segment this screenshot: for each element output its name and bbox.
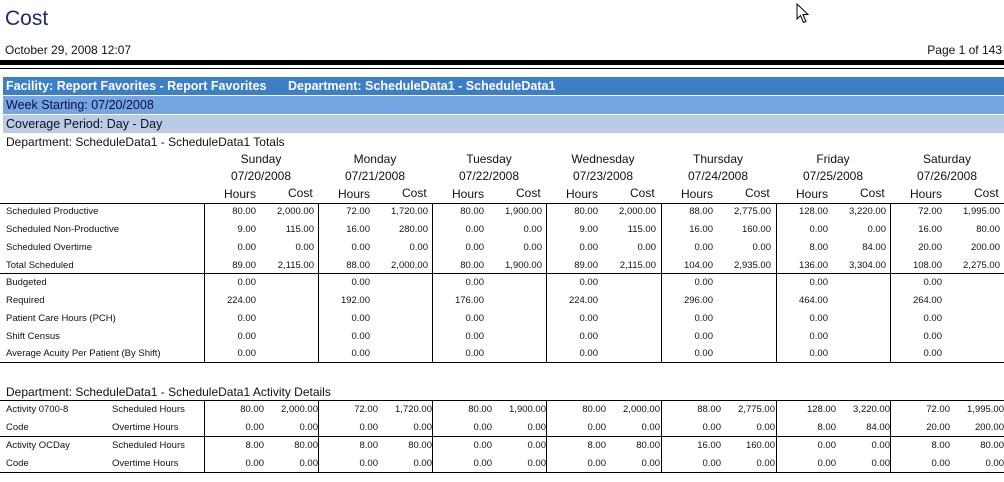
day-date: 07/20/2008: [230, 169, 292, 183]
value-cell: 0.00: [245, 422, 264, 433]
value-cell: 2,000.00: [277, 206, 314, 217]
value-cell: 0.00: [923, 313, 942, 324]
value-cell: 80.00: [232, 206, 256, 217]
value-cell: 224.00: [568, 295, 598, 306]
value-cell: 160.00: [745, 440, 775, 451]
value-cell: 2,935.00: [734, 260, 771, 271]
value-cell: 8.00: [587, 440, 606, 451]
row-label: Scheduled Productive: [6, 206, 99, 217]
grid-line: [0, 273, 1004, 274]
row-label: Patient Care Hours (PCH): [6, 313, 116, 324]
value-cell: 1,900.00: [505, 260, 542, 271]
value-cell: 128.00: [806, 404, 836, 415]
activity-hours-type: Overtime Hours: [112, 458, 179, 469]
value-cell: 0.00: [523, 224, 542, 235]
value-cell: 0.00: [923, 348, 942, 359]
row-label: Total Scheduled: [6, 260, 74, 271]
report-title: Cost: [5, 7, 49, 30]
report-datetime: October 29, 2008 12:07: [5, 43, 132, 57]
value-cell: 80.00: [636, 440, 660, 451]
grid-line: [432, 400, 433, 472]
grid-line: [546, 203, 547, 363]
grid-line: [890, 400, 891, 472]
day-date: 07/23/2008: [572, 169, 634, 183]
hours-header: Hours: [796, 187, 829, 201]
grid-line: [546, 400, 547, 472]
value-cell: 8.00: [809, 242, 828, 253]
activity-hours-type: Scheduled Hours: [112, 440, 185, 451]
activity-name: Code: [6, 422, 29, 433]
value-cell: 2,115.00: [277, 260, 314, 271]
value-cell: 264.00: [912, 295, 942, 306]
value-cell: 0.00: [359, 458, 378, 469]
value-cell: 16.00: [689, 224, 713, 235]
value-cell: 84.00: [862, 242, 886, 253]
value-cell: 80.00: [574, 206, 598, 217]
facility-label: Facility: Report Favorites - Report Favorites: [6, 79, 267, 93]
grid-line: [0, 472, 1004, 473]
value-cell: 192.00: [340, 295, 370, 306]
grid-line: [776, 400, 777, 472]
value-cell: 72.00: [926, 404, 950, 415]
value-cell: 0.00: [527, 440, 546, 451]
grid-line: [318, 418, 319, 436]
value-cell: 0.00: [237, 313, 256, 324]
day-date: 07/21/2008: [344, 169, 406, 183]
value-cell: 0.00: [871, 440, 890, 451]
activity-name: Activity OCDay: [6, 440, 70, 451]
cost-header: Cost: [630, 186, 655, 200]
activity-name: Code: [6, 458, 29, 469]
value-cell: 0.00: [351, 242, 370, 253]
value-cell: 8.00: [817, 422, 836, 433]
value-cell: 0.00: [871, 458, 890, 469]
value-cell: 0.00: [465, 242, 484, 253]
value-cell: 0.00: [527, 458, 546, 469]
value-cell: 3,220.00: [853, 404, 890, 415]
grid-line: [890, 203, 891, 363]
value-cell: 0.00: [587, 458, 606, 469]
day-name: Sunday: [240, 152, 282, 166]
grid-line: [661, 203, 662, 363]
value-cell: 0.00: [299, 422, 318, 433]
value-cell: 0.00: [923, 277, 942, 288]
value-cell: 128.00: [798, 206, 828, 217]
row-label: Required: [6, 295, 45, 306]
hours-header: Hours: [452, 187, 485, 201]
grid-line: [0, 362, 1004, 363]
value-cell: 0.00: [923, 331, 942, 342]
value-cell: 20.00: [926, 422, 950, 433]
value-cell: 104.00: [683, 260, 713, 271]
value-cell: 0.00: [641, 422, 660, 433]
value-cell: 3,304.00: [849, 260, 886, 271]
row-label: Scheduled Non-Productive: [6, 224, 120, 235]
value-cell: 0.00: [752, 242, 771, 253]
value-cell: 0.00: [465, 348, 484, 359]
value-cell: 80.00: [976, 224, 1000, 235]
value-cell: 136.00: [798, 260, 828, 271]
value-cell: 0.00: [295, 242, 314, 253]
value-cell: 0.00: [756, 422, 775, 433]
value-cell: 80.00: [408, 440, 432, 451]
page-indicator: Page 1 of 143: [927, 43, 1002, 57]
value-cell: 0.00: [579, 313, 598, 324]
value-cell: 0.00: [351, 331, 370, 342]
value-cell: 115.00: [627, 224, 656, 235]
value-cell: 0.00: [409, 242, 428, 253]
value-cell: 0.00: [579, 277, 598, 288]
grid-line: [204, 400, 205, 472]
value-cell: 9.00: [579, 224, 598, 235]
value-cell: 2,000.00: [391, 260, 428, 271]
activity-section-title: Department: ScheduleData1 - ScheduleData1 Activity Details: [6, 385, 331, 399]
value-cell: 8.00: [245, 440, 264, 451]
value-cell: 200.00: [970, 242, 1000, 253]
value-cell: 200.00: [974, 422, 1004, 433]
value-cell: 224.00: [226, 295, 256, 306]
value-cell: 0.00: [694, 242, 713, 253]
value-cell: 88.00: [697, 404, 721, 415]
value-cell: 0.00: [359, 422, 378, 433]
value-cell: 0.00: [702, 458, 721, 469]
value-cell: 72.00: [918, 206, 942, 217]
activity-hours-type: Scheduled Hours: [112, 404, 185, 415]
value-cell: 89.00: [232, 260, 256, 271]
value-cell: 1,900.00: [509, 404, 546, 415]
value-cell: 89.00: [574, 260, 598, 271]
value-cell: 0.00: [809, 277, 828, 288]
facility-band: [3, 77, 1004, 95]
value-cell: 88.00: [689, 206, 713, 217]
value-cell: 0.00: [473, 422, 492, 433]
value-cell: 0.00: [809, 348, 828, 359]
grid-line: [318, 203, 319, 363]
value-cell: 0.00: [237, 277, 256, 288]
value-cell: 0.00: [809, 331, 828, 342]
value-cell: 2,000.00: [623, 404, 660, 415]
value-cell: 80.00: [460, 206, 484, 217]
value-cell: 72.00: [354, 404, 378, 415]
value-cell: 0.00: [245, 458, 264, 469]
value-cell: 464.00: [798, 295, 828, 306]
value-cell: 115.00: [285, 224, 314, 235]
value-cell: 0.00: [473, 458, 492, 469]
value-cell: 0.00: [587, 422, 606, 433]
row-label: Scheduled Overtime: [6, 242, 93, 253]
value-cell: 0.00: [523, 242, 542, 253]
value-cell: 0.00: [694, 277, 713, 288]
grid-line: [0, 203, 1004, 204]
value-cell: 80.00: [468, 404, 492, 415]
cost-header: Cost: [745, 186, 770, 200]
value-cell: 0.00: [465, 277, 484, 288]
value-cell: 1,995.00: [967, 404, 1004, 415]
cost-header: Cost: [974, 186, 999, 200]
value-cell: 80.00: [980, 440, 1004, 451]
value-cell: 0.00: [641, 458, 660, 469]
value-cell: 0.00: [465, 331, 484, 342]
value-cell: 16.00: [346, 224, 370, 235]
grid-line: [0, 400, 1004, 401]
value-cell: 2,275.00: [963, 260, 1000, 271]
row-label: Shift Census: [6, 331, 60, 342]
activity-name: Activity 0700-8: [6, 404, 69, 415]
value-cell: 0.00: [702, 422, 721, 433]
value-cell: 16.00: [697, 440, 721, 451]
value-cell: 9.00: [237, 224, 256, 235]
value-cell: 108.00: [912, 260, 942, 271]
value-cell: 1,900.00: [505, 206, 542, 217]
day-name: Thursday: [692, 152, 744, 166]
value-cell: 20.00: [918, 242, 942, 253]
value-cell: 0.00: [817, 440, 836, 451]
value-cell: 80.00: [460, 260, 484, 271]
value-cell: 0.00: [473, 440, 492, 451]
value-cell: 72.00: [346, 206, 370, 217]
value-cell: 0.00: [867, 224, 886, 235]
grid-line: [318, 400, 319, 472]
coverage-band: Coverage Period: Day - Day: [3, 115, 1004, 133]
value-cell: 0.00: [694, 348, 713, 359]
value-cell: 2,775.00: [738, 404, 775, 415]
value-cell: 0.00: [756, 458, 775, 469]
value-cell: 296.00: [683, 295, 713, 306]
grid-line: [661, 400, 662, 472]
value-cell: 0.00: [299, 458, 318, 469]
day-name: Wednesday: [571, 152, 635, 166]
hours-header: Hours: [338, 187, 371, 201]
value-cell: 0.00: [931, 458, 950, 469]
value-cell: 88.00: [346, 260, 370, 271]
day-name: Friday: [816, 152, 850, 166]
value-cell: 0.00: [237, 242, 256, 253]
day-name: Saturday: [922, 152, 972, 166]
hours-header: Hours: [224, 187, 257, 201]
value-cell: 2,000.00: [281, 404, 318, 415]
cost-header: Cost: [402, 186, 427, 200]
value-cell: 8.00: [359, 440, 378, 451]
grid-line: [204, 203, 205, 363]
value-cell: 1,720.00: [395, 404, 432, 415]
mouse-cursor-icon: [796, 3, 810, 25]
value-cell: 176.00: [454, 295, 484, 306]
value-cell: 280.00: [398, 224, 428, 235]
day-date: 07/26/2008: [916, 169, 978, 183]
hours-header: Hours: [681, 187, 714, 201]
day-name: Tuesday: [466, 152, 512, 166]
value-cell: 0.00: [237, 348, 256, 359]
hours-header: Hours: [566, 187, 599, 201]
value-cell: 0.00: [579, 348, 598, 359]
day-date: 07/22/2008: [458, 169, 520, 183]
value-cell: 0.00: [579, 242, 598, 253]
value-cell: 0.00: [465, 224, 484, 235]
value-cell: 16.00: [918, 224, 942, 235]
grid-line: [776, 203, 777, 363]
value-cell: 0.00: [413, 458, 432, 469]
week-band: Week Starting: 07/20/2008: [3, 96, 1004, 114]
value-cell: 84.00: [866, 422, 890, 433]
day-name: Monday: [353, 152, 397, 166]
value-cell: 80.00: [294, 440, 318, 451]
value-cell: 0.00: [237, 331, 256, 342]
value-cell: 0.00: [637, 242, 656, 253]
value-cell: 0.00: [809, 224, 828, 235]
cost-header: Cost: [516, 186, 541, 200]
value-cell: 0.00: [579, 331, 598, 342]
value-cell: 0.00: [809, 313, 828, 324]
value-cell: 0.00: [413, 422, 432, 433]
header-rule-thin: [0, 68, 1004, 69]
day-date: 07/24/2008: [687, 169, 749, 183]
value-cell: 0.00: [351, 277, 370, 288]
row-label: Average Acuity Per Patient (By Shift): [6, 348, 161, 359]
day-date: 07/25/2008: [802, 169, 864, 183]
grid-line: [432, 203, 433, 363]
value-cell: 160.00: [741, 224, 771, 235]
hours-header: Hours: [910, 187, 943, 201]
department-label: Department: ScheduleData1 - ScheduleData1: [287, 79, 556, 93]
value-cell: 1,995.00: [963, 206, 1000, 217]
value-cell: 8.00: [931, 440, 950, 451]
value-cell: 0.00: [351, 348, 370, 359]
cost-header: Cost: [288, 186, 313, 200]
header-rule-thick: [0, 60, 1004, 65]
value-cell: 0.00: [351, 313, 370, 324]
grid-line: [0, 436, 1004, 437]
value-cell: 0.00: [465, 313, 484, 324]
value-cell: 2,115.00: [619, 260, 656, 271]
value-cell: 2,775.00: [734, 206, 771, 217]
activity-hours-type: Overtime Hours: [112, 422, 179, 433]
value-cell: 0.00: [694, 331, 713, 342]
value-cell: 0.00: [694, 313, 713, 324]
value-cell: 2,000.00: [619, 206, 656, 217]
totals-section-title: Department: ScheduleData1 - ScheduleData1 Totals: [6, 135, 285, 149]
row-label: Budgeted: [6, 277, 47, 288]
value-cell: 0.00: [985, 458, 1004, 469]
value-cell: 0.00: [527, 422, 546, 433]
value-cell: 80.00: [582, 404, 606, 415]
cost-header: Cost: [860, 186, 885, 200]
value-cell: 0.00: [817, 458, 836, 469]
value-cell: 80.00: [240, 404, 264, 415]
value-cell: 3,220.00: [849, 206, 886, 217]
value-cell: 1,720.00: [391, 206, 428, 217]
